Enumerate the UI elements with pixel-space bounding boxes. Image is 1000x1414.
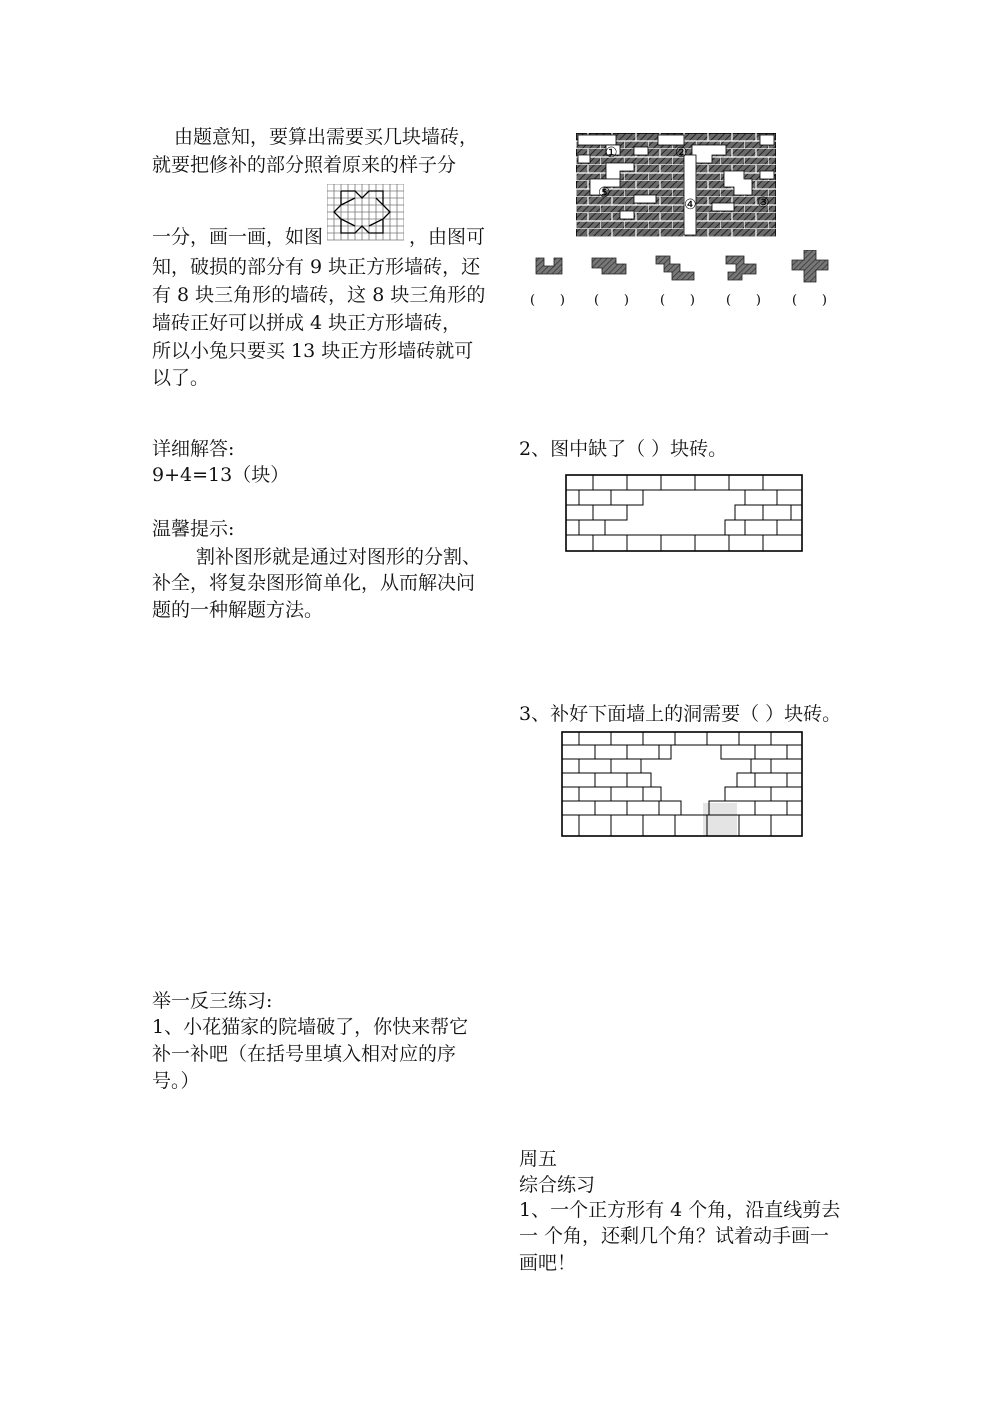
q3-text: 3、补好下面墙上的洞需要（ ）块砖。 — [519, 703, 842, 725]
intro-line-3a: 一分，画一画，如图 — [152, 226, 324, 248]
answer-paren-2: ( ) — [594, 293, 629, 308]
friday-q1-line-3: 画吧！ — [519, 1252, 577, 1274]
hole-label-5: ⑤ — [598, 185, 611, 201]
hole-label-2: ② — [675, 145, 688, 161]
friday-q1-line-1: 1、一个正方形有 4 个角，沿直线剪去 — [519, 1199, 841, 1221]
intro-line-6: 墙砖正好可以拼成 4 块正方形墙砖， — [152, 312, 462, 334]
hole-label-1: ① — [605, 145, 618, 161]
practice-heading: 举一反三练习: — [152, 990, 273, 1012]
intro-line-4: 知，破损的部分有 9 块正方形墙砖，还 — [152, 256, 481, 278]
tip-line-3: 题的一种解题方法。 — [152, 599, 324, 621]
intro-line-1: 由题意知，要算出需要买几块墙砖， — [174, 126, 479, 148]
hatched-wall-figure — [576, 133, 776, 237]
practice-line-1: 1、小花猫家的院墙破了，你快来帮它 — [152, 1016, 469, 1038]
answer-paren-4: ( ) — [726, 293, 761, 308]
intro-line-5: 有 8 块三角形的墙砖，这 8 块三角形的 — [152, 284, 486, 306]
hole-label-3: ③ — [757, 195, 770, 211]
piece-4 — [726, 256, 756, 280]
piece-3 — [656, 256, 694, 280]
answer-heading: 详细解答: — [152, 438, 235, 460]
practice-line-3: 号。） — [152, 1070, 200, 1092]
friday-q1-line-2: 一 个角，还剩几个角？试着动手画一 — [519, 1225, 830, 1247]
tip-heading: 温馨提示: — [152, 518, 235, 540]
puzzle-pieces — [530, 250, 840, 310]
intro-line-3b: ，由图可 — [409, 226, 486, 248]
intro-line-7: 所以小兔只要买 13 块正方形墙砖就可 — [152, 340, 474, 362]
q2-text: 2、图中缺了（ ）块砖。 — [519, 438, 728, 460]
friday-day: 周五 — [519, 1148, 558, 1170]
answer-formula: 9+4=13（块） — [152, 464, 290, 486]
piece-5 — [792, 250, 828, 282]
tip-line-1: 割补图形就是通过对图形的分割、 — [196, 546, 482, 568]
intro-line-8: 以了。 — [152, 367, 210, 389]
answer-paren-3: ( ) — [660, 293, 695, 308]
piece-1 — [536, 258, 562, 274]
answer-paren-5: ( ) — [792, 293, 827, 308]
q2-brick-wall — [565, 474, 803, 552]
tip-line-2: 补全，将复杂图形简单化，从而解决问 — [152, 572, 476, 594]
hole-label-4: ④ — [684, 197, 697, 213]
practice-line-2: 补一补吧（在括号里填入相对应的序 — [152, 1043, 457, 1065]
answer-paren-1: ( ) — [530, 293, 565, 308]
q3-brick-wall — [561, 731, 803, 837]
grid-figure — [327, 184, 404, 241]
friday-section: 综合练习 — [519, 1174, 596, 1196]
intro-line-2: 就要把修补的部分照着原来的样子分 — [152, 154, 457, 176]
piece-2 — [592, 258, 626, 274]
